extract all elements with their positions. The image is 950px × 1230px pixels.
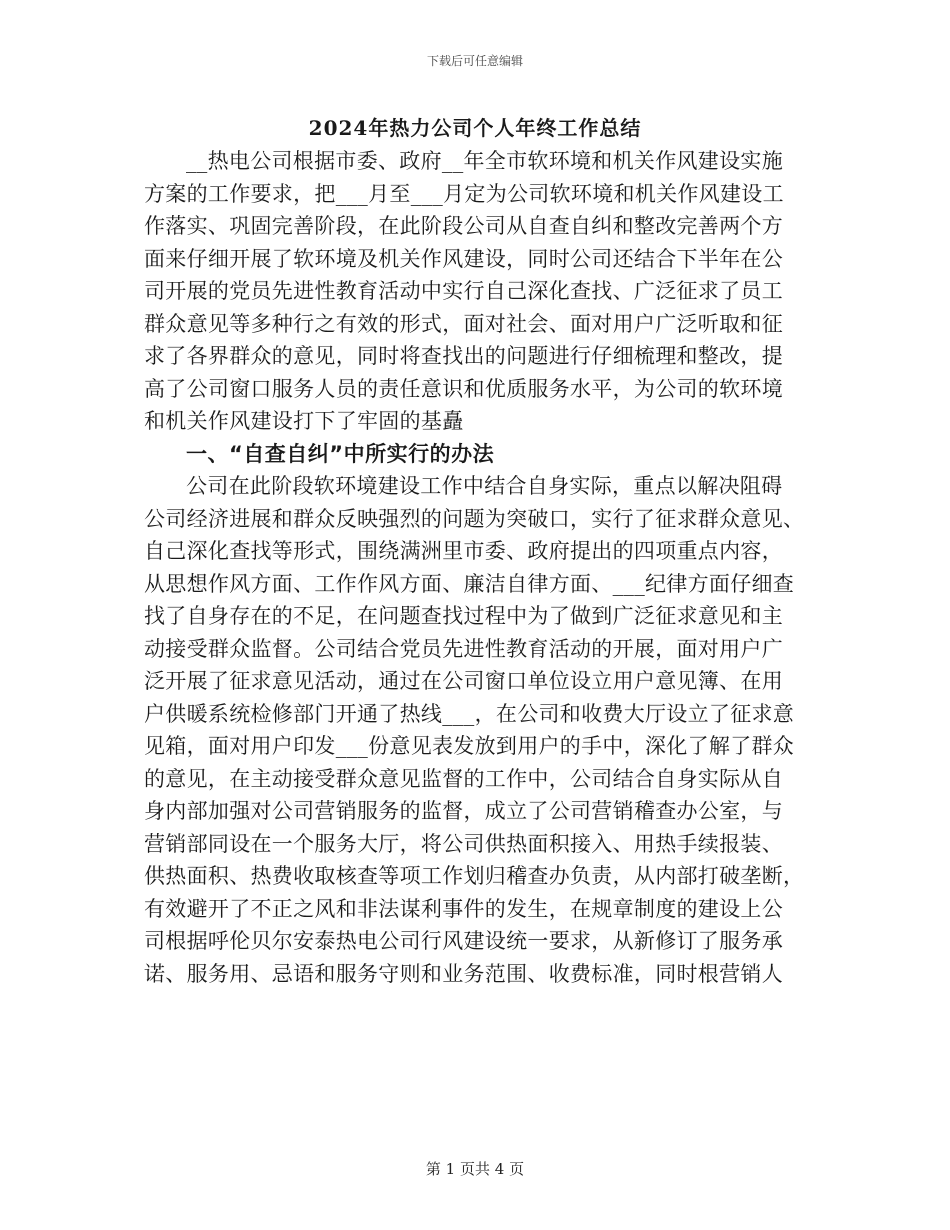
- text-line: 方案的工作要求，把___月至___月定为公司软环境和机关作风建设工: [144, 181, 784, 206]
- text-line: 营销部同设在一个服务大厅，将公司供热面积接入、用热手续报装、: [144, 831, 783, 856]
- text-line: __热电公司根据市委、政府__年全市软环境和机关作风建设实施: [186, 149, 783, 173]
- text-line: 诺、服务用、忌语和服务守则和业务范围、收费标准，同时根营销人: [144, 961, 783, 986]
- text-line: 动接受群众监督。公司结合党员先进性教育活动的开展，面对用户广: [144, 636, 783, 661]
- section-paragraph: [144, 470, 808, 990]
- text-line: 公司经济进展和群众反映强烈的问题为突破口，实行了征求群众意见、: [144, 506, 805, 531]
- text-line: 群众意见等多种行之有效的形式，面对社会、面对用户广泛听取和征: [144, 311, 783, 336]
- text-line: 户供暖系统检修部门开通了热线___，在公司和收费大厅设立了征求意: [144, 701, 795, 726]
- text-line: 面来仔细开展了软环境及机关作风建设，同时公司还结合下半年在公: [144, 246, 783, 271]
- text-line: 和机关作风建设打下了牢固的基矗: [144, 409, 464, 433]
- text-line: 从思想作风方面、工作作风方面、廉洁自律方面、___纪律方面仔细查: [144, 571, 795, 596]
- text-line: 自己深化查找等形式，围绕满洲里市委、政府提出的四项重点内容，: [144, 539, 783, 563]
- document-title: 2024年热力公司个人年终工作总结: [308, 116, 642, 140]
- text-line: 找了自身存在的不足，在问题查找过程中为了做到广泛征求意见和主: [144, 604, 783, 628]
- text-line: 高了公司窗口服务人员的责任意识和优质服务水平，为公司的软环境: [144, 376, 783, 401]
- section-heading: 一、“自查自纠”中所实行的办法: [186, 441, 495, 466]
- text-line: 的意见，在主动接受群众意见监督的工作中，公司结合自身实际从自: [144, 766, 783, 791]
- text-line: 司开展的党员先进性教育活动中实行自己深化查找、广泛征求了员工: [144, 279, 783, 303]
- page-header-note: 下载后可任意编辑: [426, 54, 523, 68]
- text-line: 作落实、巩固完善阶段，在此阶段公司从自查自纠和整改完善两个方: [144, 214, 783, 238]
- text-line: 见箱，面对用户印发___份意见表发放到用户的手中，深化了解了群众: [144, 734, 795, 758]
- text-line: 供热面积、热费收取核查等项工作划归稽查办负责，从内部打破垄断，: [144, 864, 805, 888]
- page-number: 第 1 页共 4 页: [425, 1160, 525, 1178]
- text-line: 公司在此阶段软环境建设工作中结合自身实际，重点以解决阻碍: [186, 474, 783, 498]
- document-body: [144, 145, 808, 990]
- text-line: 求了各界群众的意见，同时将查找出的问题进行仔细梳理和整改，提: [144, 344, 783, 368]
- text-line: 有效避开了不正之风和非法谋利事件的发生，在规章制度的建设上公: [144, 896, 783, 921]
- text-line: 司根据呼伦贝尔安泰热电公司行风建设统一要求，从新修订了服务承: [144, 929, 783, 953]
- text-line: 身内部加强对公司营销服务的监督，成立了公司营销稽查办公室，与: [144, 799, 783, 823]
- text-line: 泛开展了征求意见活动，通过在公司窗口单位设立用户意见簿、在用: [144, 669, 783, 693]
- intro-paragraph: [144, 145, 808, 438]
